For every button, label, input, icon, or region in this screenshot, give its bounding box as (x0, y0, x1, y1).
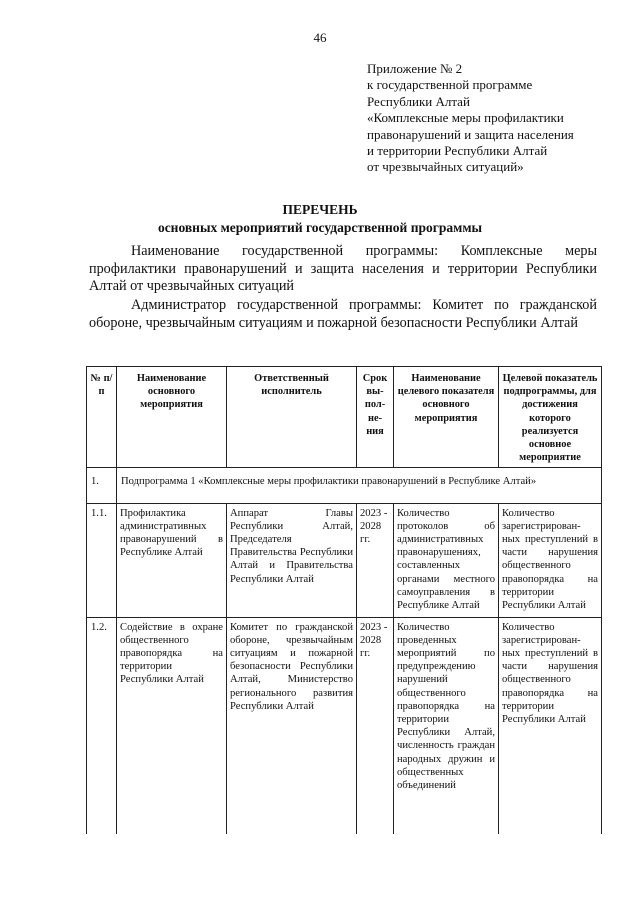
appendix-line: Республики Алтай (367, 93, 470, 109)
table-header-row (87, 367, 602, 468)
row-term: 2023 - 2028 гг. (357, 617, 394, 834)
row-target: Количество зарегистрирован-ных преступлений в части нарушения общественного правопорядка на территории Республики Алтай (499, 503, 602, 617)
appendix-line: к государственной программе (367, 77, 533, 93)
appendix-line: правонарушений и защита населения (367, 126, 574, 142)
page-number: 46 (313, 30, 327, 45)
document-heading (0, 201, 640, 237)
header-target: Целевой показатель подпрограммы, для достижения которого реализуется основное мероприятие (499, 367, 602, 468)
header-activity: Наименование основного мероприятия (117, 367, 227, 468)
subprogram-title: Подпрограмма 1 «Комплексные меры профилактики правонарушений в Республике Алтай» (117, 468, 602, 503)
header-num: № п/п (87, 367, 117, 468)
row-target: Количество зарегистрирован-ных преступлений в части нарушения общественного правопорядка на территории Республики Алтай (499, 617, 602, 834)
row-activity: Профилактика административных правонарушений в Республике Алтай (117, 503, 227, 617)
table-row (87, 617, 602, 834)
row-term: 2023 - 2028 гг. (357, 503, 394, 617)
heading-subtitle: основных мероприятий государственной программы (157, 220, 483, 235)
appendix-line: Приложение № 2 (367, 61, 463, 76)
row-num: 1.1. (87, 503, 117, 617)
row-num: 1.2. (87, 617, 117, 834)
subprogram-num: 1. (87, 468, 117, 503)
header-indicator: Наименование целевого показателя основного мероприятия (394, 367, 499, 468)
appendix-line: «Комплексные меры профилактики (367, 110, 564, 126)
appendix-line: и территории Республики Алтай (367, 143, 548, 159)
appendix-line: от чрезвычайных ситуаций» (367, 159, 524, 175)
subprogram-row (87, 468, 602, 503)
program-administrator-paragraph: Администратор государственной программы: Комитет по гражданской обороне, чрезвычайным ситуациям и пожарной безопасности Республики Алтай (89, 297, 597, 331)
activities-table (86, 366, 602, 834)
header-term: Срок вы-пол-не-ния (357, 367, 394, 468)
row-indicator: Количество протоколов об административных правонарушениях, составленных органами местного самоуправления в Республике Алтай (394, 503, 499, 617)
row-executor: Комитет по гражданской обороне, чрезвычайным ситуациям и пожарной безопасности Республики Алтай, Министерство регионального развития Республики Алтай (227, 617, 357, 834)
row-activity: Содействие в охране общественного правопорядка на территории Республики Алтай (117, 617, 227, 834)
header-executor: Ответственный исполнитель (227, 367, 357, 468)
appendix-block (367, 61, 637, 176)
program-name-paragraph: Наименование государственной программы: Комплексные меры профилактики правонарушений и защита населения и территории Республики Алтай от чрезвычайных ситуаций (89, 243, 597, 294)
table-row (87, 503, 602, 617)
row-indicator: Количество проведенных мероприятий по предупреждению нарушений общественного правопорядка на территории Республики Алтай, численность граждан народных дружин и общественных объединений (394, 617, 499, 834)
row-executor: Аппарат Главы Республики Алтай, Председателя Правительства Республики Алтай и Правительства Республики Алтай (227, 503, 357, 617)
heading-title: ПЕРЕЧЕНЬ (282, 202, 358, 217)
